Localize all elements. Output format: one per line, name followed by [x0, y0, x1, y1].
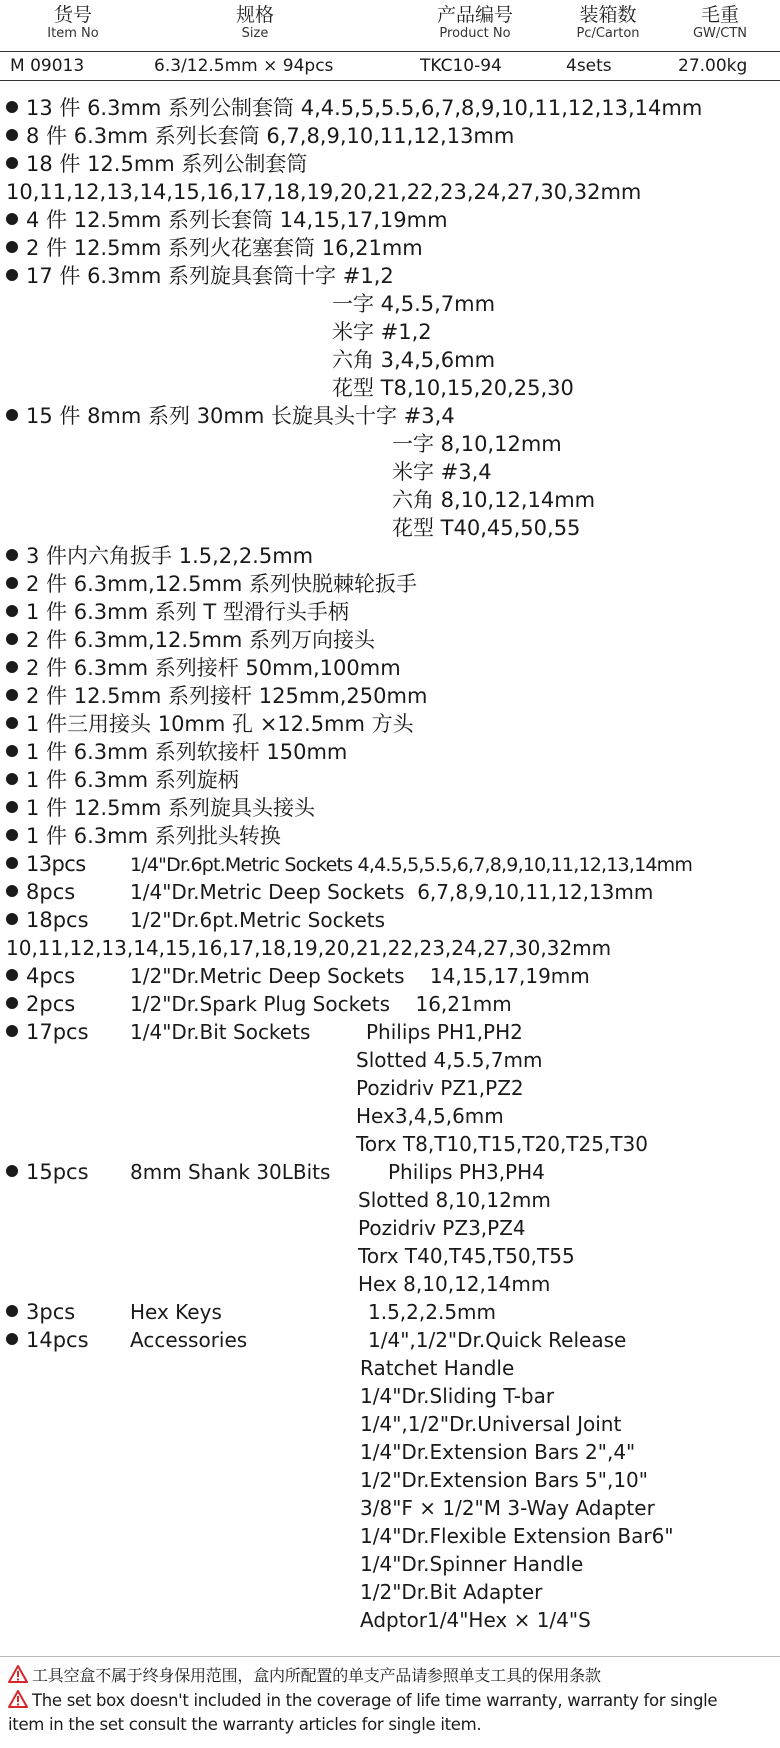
list-item-text: 8 件 6.3mm 系列长套筒 6,7,8,9,10,11,12,13mm [26, 124, 515, 148]
bullet-icon [6, 969, 18, 981]
footer-en-2: item in the set consult the warranty articles for single item. [8, 1715, 482, 1734]
list-item-qty: 4pcs [26, 964, 76, 988]
list-item [6, 711, 414, 737]
list-item [6, 235, 423, 261]
info-pc-carton: 4sets [566, 56, 612, 76]
list-sub-item: 1/4"Dr.Extension Bars 2",4" [360, 1440, 636, 1464]
header-product-no-cn: 产品编号 [436, 4, 513, 26]
list-item [6, 767, 239, 793]
list-item [6, 95, 702, 121]
list-item [6, 1299, 222, 1325]
list-item [6, 739, 347, 765]
header-item-no-cn: 货号 [53, 4, 92, 26]
list-item-text: 2 件 6.3mm,12.5mm 系列快脱棘轮扳手 [26, 572, 418, 596]
bullet-icon [6, 717, 18, 729]
header-gw [662, 4, 778, 42]
list-sub-item: 六角 8,10,12,14mm [392, 488, 596, 512]
bullet-icon [6, 577, 18, 589]
list-sub-item: Philips PH3,PH4 [388, 1160, 545, 1184]
bullet-icon [6, 157, 18, 169]
list-sub-item: 花型 T40,45,50,55 [392, 516, 581, 540]
list-item-desc: 1/2"Dr.6pt.Metric Sockets [130, 908, 386, 932]
list-sub-item: 1/4"Dr.Sliding T-bar [360, 1384, 555, 1408]
list-item-text: 2 件 12.5mm 系列火花塞套筒 16,21mm [26, 236, 423, 260]
list-item-text: 2 件 6.3mm,12.5mm 系列万向接头 [26, 628, 376, 652]
bullet-icon [6, 605, 18, 617]
list-sub-item: Hex3,4,5,6mm [356, 1104, 504, 1128]
bullet-icon [6, 633, 18, 645]
list-item-text: 1 件 6.3mm 系列旋柄 [26, 768, 239, 792]
list-sub-item: 1/4"Dr.Spinner Handle [360, 1552, 584, 1576]
list-sub-item: 六角 3,4,5,6mm [332, 348, 496, 372]
list-item-qty: 3pcs [26, 1300, 76, 1324]
bullet-icon [6, 829, 18, 841]
list-item [6, 403, 455, 429]
list-sub-item: 花型 T8,10,15,20,25,30 [332, 376, 574, 400]
header-gw-en: GW/CTN [692, 26, 748, 41]
list-sub-item: Philips PH1,PH2 [366, 1020, 523, 1044]
list-item-text: 1 件三用接头 10mm 孔 ×12.5mm 方头 [26, 712, 414, 736]
header-product-no-en: Product No [439, 26, 511, 41]
list-item [6, 1019, 310, 1045]
list-sub-item: 米字 #3,4 [392, 460, 492, 484]
list-item-desc: Hex Keys [130, 1300, 222, 1324]
bullet-icon [6, 689, 18, 701]
bullet-icon [6, 1165, 18, 1177]
list-sub-item: 一字 4,5.5,7mm [332, 292, 496, 316]
list-sub-item: 1/2"Dr.Extension Bars 5",10" [360, 1468, 648, 1492]
list-sub-item: Adptor1/4"Hex × 1/4"S [360, 1608, 591, 1632]
list-item-text: 17 件 6.3mm 系列旋具套筒十字 #1,2 [26, 264, 394, 288]
list-item-text: 18 件 12.5mm 系列公制套筒 [26, 152, 308, 176]
list-item-desc: 8mm Shank 30LBits [130, 1160, 331, 1184]
list-item-text: 1 件 12.5mm 系列旋具头接头 [26, 796, 316, 820]
list-item-text: 15 件 8mm 系列 30mm 长旋具头十字 #3,4 [26, 404, 455, 428]
bullet-icon [6, 745, 18, 757]
list-item [6, 1159, 330, 1185]
list-item-desc: 1/2"Dr.Metric Deep Sockets 14,15,17,19mm [130, 964, 590, 988]
list-item [6, 599, 349, 625]
bullet-icon [6, 213, 18, 225]
list-item-text: 3 件内六角扳手 1.5,2,2.5mm [26, 544, 314, 568]
list-item-text: 2 件 12.5mm 系列接杆 125mm,250mm [26, 684, 428, 708]
bullet-icon [6, 857, 18, 869]
warning-icon [8, 1690, 28, 1708]
bullet-icon [6, 801, 18, 813]
bullet-icon [6, 661, 18, 673]
list-sub-item: Slotted 4,5.5,7mm [356, 1048, 543, 1072]
list-item-text: 13 件 6.3mm 系列公制套筒 4,4.5,5,5.5,6,7,8,9,10,11,12,13,14mm [26, 96, 703, 120]
list-item-continuation: 10,11,12,13,14,15,16,17,18,19,20,21,22,23,24,27,30,32mm [6, 180, 642, 204]
list-item-desc: 1/4"Dr.6pt.Metric Sockets 4,4.5,5,5.5,6,7,8,9,10,11,12,13,14mm [130, 854, 693, 876]
list-item [6, 123, 514, 149]
list-item [6, 151, 307, 177]
info-gw: 27.00kg [678, 56, 748, 76]
list-item-qty: 17pcs [26, 1020, 89, 1044]
header-product-no [400, 4, 550, 42]
list-item [6, 823, 281, 849]
list-sub-item: 1/2"Dr.Bit Adapter [360, 1580, 543, 1604]
bullet-icon [6, 269, 18, 281]
list-sub-item: Torx T40,T45,T50,T55 [358, 1244, 575, 1268]
info-divider [0, 80, 780, 81]
list-sub-item: Ratchet Handle [360, 1356, 515, 1380]
list-item [6, 655, 401, 681]
footer-en-text-1: The set box doesn't included in the coverage of life time warranty, warranty for single [32, 1691, 718, 1710]
list-item-qty: 2pcs [26, 992, 76, 1016]
list-item [6, 907, 385, 933]
list-item [6, 263, 394, 289]
bullet-icon [6, 101, 18, 113]
list-item-qty: 8pcs [26, 880, 76, 904]
list-item-qty: 15pcs [26, 1160, 89, 1184]
list-item-desc: Accessories [130, 1328, 248, 1352]
list-item-qty: 13pcs [26, 852, 86, 876]
list-sub-item: 3/8"F × 1/2"M 3-Way Adapter [360, 1496, 655, 1520]
list-item-qty: 14pcs [26, 1328, 89, 1352]
info-row [0, 53, 780, 79]
list-item [6, 627, 375, 653]
bullet-icon [6, 1333, 18, 1345]
list-item-text: 1 件 6.3mm 系列软接杆 150mm [26, 740, 348, 764]
bullet-icon [6, 241, 18, 253]
bullet-icon [6, 1305, 18, 1317]
header-pc-carton-en: Pc/Carton [576, 26, 640, 41]
list-sub-item: Pozidriv PZ3,PZ4 [358, 1216, 526, 1240]
footer-cn-text: 工具空盒不属于终身保用范围，盒内所配置的单支产品请参照单支工具的保用条款 [32, 1666, 601, 1685]
header-size-cn: 规格 [235, 4, 274, 26]
bullet-icon [6, 1025, 18, 1037]
list-item [6, 851, 692, 878]
list-item [6, 543, 313, 569]
list-sub-item: Slotted 8,10,12mm [358, 1188, 551, 1212]
list-sub-item: Pozidriv PZ1,PZ2 [356, 1076, 524, 1100]
footer-cn [8, 1664, 780, 1688]
header-pc-carton [548, 4, 668, 42]
list-item [6, 1327, 247, 1353]
list-item-text: 1 件 6.3mm 系列 T 型滑行头手柄 [26, 600, 349, 624]
list-item [6, 991, 512, 1017]
table-header [0, 0, 780, 50]
list-sub-item: Hex 8,10,12,14mm [358, 1272, 551, 1296]
bullet-icon [6, 129, 18, 141]
list-item-continuation: 10,11,12,13,14,15,16,17,18,19,20,21,22,23,24,27,30,32mm [6, 936, 612, 960]
footer-divider [0, 1656, 780, 1657]
info-size: 6.3/12.5mm × 94pcs [154, 56, 334, 76]
header-item-no [8, 4, 138, 42]
list-item-desc: 1/2"Dr.Spark Plug Sockets 16,21mm [130, 992, 512, 1016]
list-sub-item: 米字 #1,2 [332, 320, 432, 344]
header-item-no-en: Item No [47, 26, 99, 41]
warning-icon [8, 1665, 28, 1683]
list-item [6, 683, 427, 709]
list-sub-item: 1/4"Dr.Flexible Extension Bar6" [360, 1524, 674, 1548]
header-divider [0, 51, 780, 52]
header-size-en: Size [241, 26, 269, 41]
list-sub-item: 1/4",1/2"Dr.Quick Release [368, 1328, 627, 1352]
list-item [6, 571, 417, 597]
list-item-text: 4 件 12.5mm 系列长套筒 14,15,17,19mm [26, 208, 448, 232]
list-item [6, 795, 315, 821]
header-size [150, 4, 360, 42]
list-sub-item: Torx T8,T10,T15,T20,T25,T30 [356, 1132, 648, 1156]
header-gw-cn: 毛重 [700, 4, 739, 26]
list-sub-item: 1/4",1/2"Dr.Universal Joint [360, 1412, 622, 1436]
info-item-no: M 09013 [10, 56, 85, 76]
bullet-icon [6, 773, 18, 785]
list-item [6, 963, 590, 989]
bullet-icon [6, 549, 18, 561]
bullet-icon [6, 885, 18, 897]
list-item-text: 2 件 6.3mm 系列接杆 50mm,100mm [26, 656, 401, 680]
list-sub-item: 一字 8,10,12mm [392, 432, 562, 456]
list-item-qty: 18pcs [26, 908, 89, 932]
bullet-icon [6, 409, 18, 421]
info-product-no: TKC10-94 [420, 56, 502, 76]
footer-en-1 [8, 1689, 780, 1713]
bullet-icon [6, 913, 18, 925]
bullet-icon [6, 997, 18, 1009]
list-item-text: 1 件 6.3mm 系列批头转换 [26, 824, 281, 848]
list-item [6, 879, 653, 905]
list-item [6, 207, 448, 233]
header-pc-carton-cn: 装箱数 [579, 4, 637, 26]
list-item-desc: 1/4"Dr.Bit Sockets [130, 1020, 311, 1044]
list-sub-item: 1.5,2,2.5mm [368, 1300, 497, 1324]
list-item-desc: 1/4"Dr.Metric Deep Sockets 6,7,8,9,10,11,12,13mm [130, 880, 654, 904]
